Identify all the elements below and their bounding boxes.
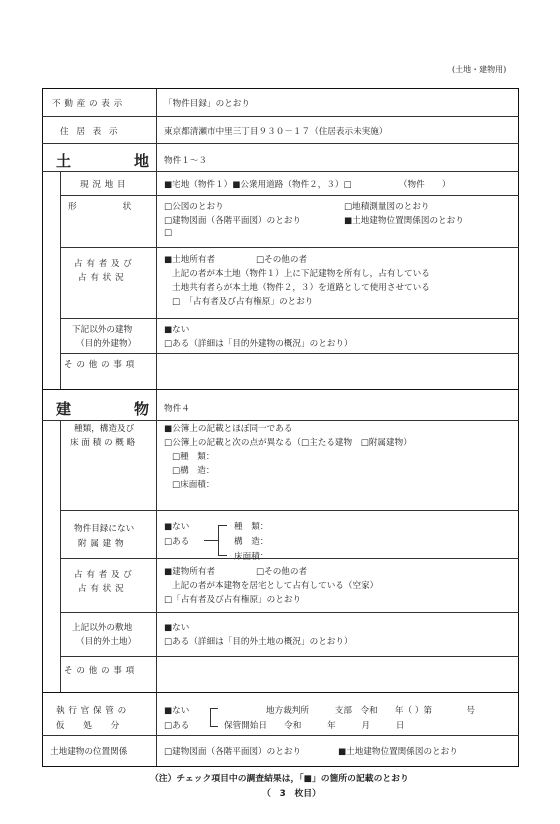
building-annex-kind: 種 類：	[234, 522, 269, 532]
land-occupant-label-2: 占 有 状 況	[78, 273, 125, 283]
custody-label-1: 執 行 官 保 管 の	[56, 706, 127, 716]
building-range: 物件４	[164, 404, 190, 414]
building-other-land-label-2: （目的外土地）	[76, 637, 137, 647]
land-occupant-line: 上記の者が本土地（物件１）上に下記建物を所有し，占有している	[172, 269, 430, 279]
annex-connector-line	[204, 540, 218, 541]
building-annex-label-2: 附 属 建 物	[78, 539, 125, 549]
building-annex-exists: □ある	[164, 537, 190, 547]
land-shape-item: □	[164, 228, 173, 238]
building-overview-label-2: 床 面 積 の 概 略	[70, 438, 136, 448]
building-occupant-label-2: 占 有 状 況	[78, 584, 125, 594]
custody-exists: □ある	[164, 721, 190, 731]
building-annex-none: ■ない	[164, 522, 190, 532]
property-display-label: 不 動 産 の 表 示	[52, 99, 123, 109]
custody-start-line: 保管開始日 令和 年 月 日	[224, 721, 405, 731]
building-overview-line: □公簿上の記載と次の点が異なる（□主たる建物 □附属建物）	[164, 438, 412, 448]
land-occupant-option-other: □その他の者	[256, 255, 308, 265]
land-shape-label: 形 状	[68, 202, 132, 212]
building-other-matters-label: そ の 他 の 事 項	[64, 666, 135, 676]
building-annex-structure: 構 造：	[234, 537, 269, 547]
building-overview-label-1: 種類，構造及び	[74, 424, 135, 434]
building-occupant-line: □「占有者及び占有権原」のとおり	[164, 595, 302, 605]
land-other-buildings-exists: □ある（詳細は「目的外建物の概況」のとおり）	[164, 339, 353, 349]
building-overview-line: ■公簿上の記載とほぼ同一である	[164, 424, 293, 434]
land-occupant-line: □ 「占有者及び占有権原」のとおり	[172, 297, 314, 307]
page-number: （ 3 枚目）	[262, 789, 321, 799]
form-type-tag: (土地・建物用)	[452, 65, 507, 74]
building-occupant-option-other: □その他の者	[256, 567, 308, 577]
position-option-drawing: □建物図面（各階平面図）のとおり	[164, 747, 302, 757]
land-title-left: 土	[56, 152, 74, 170]
land-occupant-option-owner: ■土地所有者	[164, 255, 216, 265]
address-label: 住 居 表 示	[60, 127, 119, 137]
building-occupant-line: 上記の者が本建物を居宅として占有している（空家）	[172, 581, 379, 591]
building-overview-kind: □種 類：	[172, 452, 215, 462]
building-annex-label-1: 物件目録にない	[74, 524, 135, 534]
land-shape-item: □公図のとおり	[164, 202, 224, 212]
land-shape-item: ■土地建物位置関係図のとおり	[344, 216, 464, 226]
footer-note: （注）チェック項目中の調査結果は，「■」の箇所の記載のとおり	[150, 774, 409, 784]
building-annex-floor: 床面積：	[234, 552, 269, 562]
land-title-right: 地	[134, 152, 152, 170]
building-occupant-option-owner: ■建物所有者	[164, 567, 216, 577]
land-other-buildings-none: ■ない	[164, 325, 190, 335]
annex-brace	[218, 525, 227, 556]
land-current-use-label: 現 況 地 目	[80, 180, 127, 190]
land-current-use-value: ■宅地（物件１）■公衆用道路（物件２，３）□ （物件 ）	[164, 180, 451, 190]
building-title-left: 建	[56, 400, 74, 418]
building-other-land-label-1: 上記以外の敷地	[72, 623, 133, 633]
custody-court-line: 地方裁判所 支部 令和 年（ ）第 号	[266, 706, 475, 716]
custody-brace	[210, 708, 218, 727]
building-title-right: 物	[134, 400, 152, 418]
land-other-buildings-label-2: （目的外建物）	[76, 339, 137, 349]
custody-none: ■ない	[164, 706, 190, 716]
land-shape-item: □地積測量図のとおり	[344, 202, 430, 212]
building-other-land-exists: □ある（詳細は「目的外土地の概況」のとおり）	[164, 637, 353, 647]
land-occupant-label-1: 占 有 者 及 び	[74, 259, 133, 269]
land-other-buildings-label-1: 下記以外の建物	[72, 325, 133, 335]
building-overview-floor: □床面積：	[172, 480, 215, 490]
position-label: 土地建物の位置関係	[50, 747, 128, 757]
building-other-land-none: ■ない	[164, 623, 190, 633]
position-option-relation-map: ■土地建物位置関係図のとおり	[338, 747, 458, 757]
address-value: 東京都清瀬市中里三丁目９３０－１７（住居表示未実施）	[164, 127, 388, 137]
land-other-matters-label: そ の 他 の 事 項	[64, 360, 135, 370]
land-shape-item: □建物図面（各階平面図）のとおり	[164, 216, 302, 226]
land-range: 物件１～３	[164, 156, 207, 166]
property-display-value: 「物件目録」のとおり	[164, 99, 250, 109]
building-overview-structure: □構 造：	[172, 466, 215, 476]
building-occupant-label-1: 占 有 者 及 び	[74, 570, 133, 580]
land-occupant-line: 土地共有者らが本土地（物件２，３）を道路として使用させている	[172, 283, 430, 293]
custody-label-2: 仮 処 分	[56, 721, 120, 731]
